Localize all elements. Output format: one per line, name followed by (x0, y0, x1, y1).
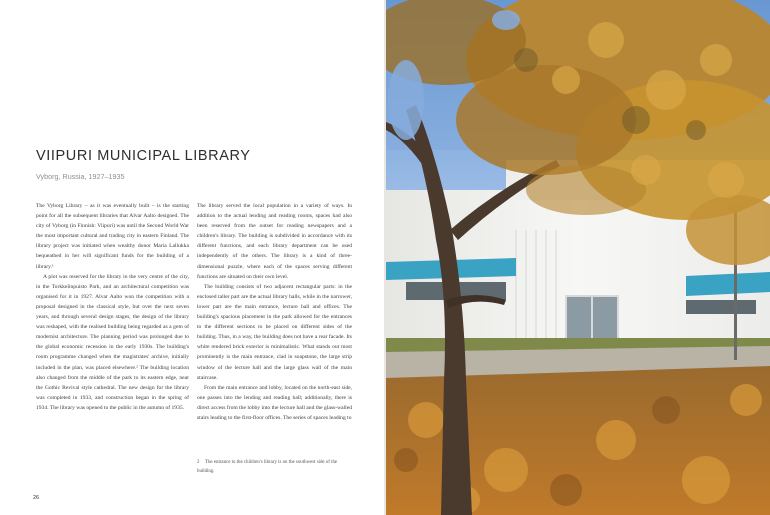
footnote (197, 458, 352, 476)
left-page (0, 0, 384, 515)
text-column-1 (36, 201, 189, 413)
paragraph: From the main entrance and lobby, located on the north-east side, one passes into the lending and reading hall; additionally, there is direct access from the lobby into the lecture hall and the glass-walled stairs leading to the first-floor offices. The series of spaces leading to (197, 384, 352, 421)
text-column-2 (197, 201, 352, 423)
paragraph: The library served the local population in a variety of ways. In addition to the actual lending and reading rooms, spaces had also been reserved from the outset for reading newspapers and a children's library. The building is subdivided in accordance with its different functions, and each library department can be used independently of the others. The library is a kind of three-dimensional puzzle, where each of the spaces serving different functions are situated on their own level. (197, 203, 352, 280)
awning (686, 272, 770, 296)
paragraph: The building consists of two adjacent rectangular parts: in the enclosed taller part are the actual library halls, while in the narrower, lower part are the main entrance, lecture hall and offices. The building's spacious placement in the park allowed for the entrances to the different sections to be placed on different sides of the building. Thus, in a way, the building does not have a rear facade. Its white rendered brick exterior is minimalistic. What stands out most prominently is the main entrance, clad in soapstone, the large strip window of the lecture hall and the large glass wall of the main staircase. (197, 283, 352, 381)
right-page-photo (386, 0, 770, 515)
paragraph: The Vyborg Library – as it was eventually built – is the starting point for all the subsequent libraries that Alvar Aalto designed. The city of Vyborg (in Finnish: Viipuri) was until the Second World War the most important cultural and trading city in eastern Finland. The library project was initiated when wealthy donor Maria Lallukka bequeathed in her will significant funds for the building of a library.¹ (36, 203, 189, 270)
page-number: 26 (33, 495, 40, 501)
library-photo (386, 0, 770, 515)
page-subtitle: Vyborg, Russia, 1927–1935 (36, 172, 125, 181)
footnote-text: The entrance to the children's library is on the southwest side of the building. (197, 460, 338, 474)
footnote-mark: 2 (197, 460, 200, 465)
page-title: VIIPURI MUNICIPAL LIBRARY (36, 148, 251, 164)
paragraph: A plot was reserved for the library in the very centre of the city, in the Torkkelinpuisto Park, and an architectural competition was organised for it in 1927. Alvar Aalto won the competition with a proposal designed in the classical style, but over the next seven years, and through several design stages, the design of the library was reshaped, with the realised building being regarded as a gem of modernist architecture. The planning period was prolonged due to the global economic recession in the early 1930s. The building's room programme changed when the magistrates' archive, initially included in the plan, was placed elsewhere.² The building location also changed from the middle of the park to its eastern edge, near the Gothic Revival style cathedral. The new design for the library was completed in 1933, and construction began in the spring of 1934. The library was opened to the public in the autumn of 1935. (36, 273, 189, 411)
